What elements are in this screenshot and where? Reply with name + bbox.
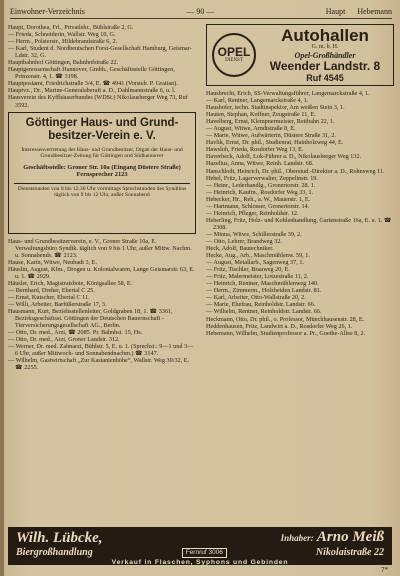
- directory-entry: — Wilhelm, Rentner, Reinholdstr. Landstr. 66.: [206, 308, 322, 316]
- directory-entry: — August, Witwe, Arndtstraße 8, E.: [206, 125, 296, 133]
- grundbesitzer-ad-title-line2: besitzer-Verein e. V.: [48, 129, 156, 142]
- directory-entry: — Karl, Rentner, Langemarckstraße 4, 1.: [206, 97, 309, 105]
- directory-entry: — Herm., Zimmerm., Holzheiden Landstr. 81.: [206, 287, 322, 295]
- right-entries: [206, 90, 394, 337]
- left-column: [8, 24, 196, 371]
- page-footer-mark: 7*: [381, 566, 388, 574]
- directory-entry: — Otto, Dr. med., Arzt, Groner Landstr. 312.: [8, 336, 120, 344]
- directory-entry: — Ernst, Kutscher, Ebertal C 11.: [8, 293, 90, 301]
- right-column: [206, 24, 394, 337]
- header-range-start: Haupt: [325, 7, 346, 16]
- grundbesitzer-ad-hours: Dienststunden von 8 bis 12.30 Uhr vormittags Sprechstunden des Syndikus täglich von 9 bis 12 Uhr, außer Sonnabend: [14, 183, 190, 199]
- luebcke-ad-owner-block: [281, 529, 384, 547]
- directory-entry: Hausbrecht, Erich, SS-Verwaltungsführer, Langemarckstraße 4, 1.: [206, 90, 370, 97]
- directory-entry: — Karl, Student d. Nordbeutschen Forst-Gesellschaft Hamburg, Geismar-Ldstr. 32, G.: [8, 45, 192, 60]
- directory-entry: — August, Metallarb., Sagenweg 37, 1.: [206, 259, 304, 267]
- opel-ad-name: Autohallen: [281, 26, 369, 45]
- opel-logo-subtext: DIENST: [225, 58, 243, 63]
- directory-entry: Hebel, Fritz, Lagerverwalter, Zeppelinstr. 19.: [206, 174, 318, 182]
- directory-entry: Hazelius, Anna, Witwe, Reinh. Landstr. 68.: [206, 160, 314, 168]
- directory-entry: — Marie, Ehefrau, Reinholdstr. Landstr. 66.: [206, 301, 316, 309]
- directory-entry: Hauptpostamt, Friedrichstraße 3/4, E. ☎ 4941 (Vorsteh. P. Gratian).: [8, 80, 178, 88]
- directory-entry: Hauten, Stephan, Koffner, Zeugstraße 11, E.: [206, 111, 316, 119]
- directory-entry: — Fritz, Malermeister, Lotzestraße 11, 2.: [206, 273, 309, 281]
- directory-entry: Hauptgenossenschaft Hannover, Gmbh., Geschäftsstelle Göttingen, Prinzenstr. 4, 1. ☎ 3198.: [8, 66, 175, 81]
- directory-entry: Hawsloh, Frieda, Rosdorfer Weg 13, E.: [206, 146, 304, 154]
- directory-entry: — Heinrich, Kaufm., Rosdorfer Weg 33, 1.: [206, 188, 314, 196]
- directory-entry: Heckmann, Otto, Dr. phil., o. Professor, Münchhausenstr. 28, E.: [206, 315, 365, 323]
- opel-ad-gmbh: G. m. b. H.: [311, 44, 339, 50]
- grundbesitzer-ad-address: Geschäftsstelle: Groner Str. 10a (Eingang Düstere Straße) Fernsprecher 2123: [23, 163, 181, 179]
- luebcke-ad-owner: Arno Meiß: [316, 529, 384, 545]
- directory-entry: — Bernhard, Dreher, Ebertal C 25.: [8, 286, 95, 294]
- page-header: [10, 7, 392, 19]
- luebcke-ad-street: Nikolaistraße 22: [315, 547, 384, 558]
- luebcke-ad-tagline: Verkauf in Flaschen, Syphons und Gebinden: [111, 559, 289, 566]
- directory-entry: Hause, Karin, Witwe, Neubadt 3, E.: [8, 258, 97, 266]
- directory-entry: Hanschlodt, Heinrich, Dr. phil., Oberstud.-Direktor a. D., Rohnsweg 11.: [206, 167, 385, 175]
- directory-entry: Hebecker, Hr., Reh., a. W., Mauerstr. 1, E.: [206, 195, 311, 203]
- luebcke-ad-name-row: [8, 527, 392, 547]
- luebcke-ad-owner-label: Inhaber:: [280, 533, 314, 543]
- directory-entry: Hauptbahnhof Göttingen, Bahnhofstraße 22.: [8, 59, 119, 67]
- directory-entry: Hausmann, Kurt, Beziehsstellenleiter, Goldgraben 18, 1. ☎ 3361, Bezirksgeschäftsst. Göttingen der Deutschen Bauernschaft - Tierversicherungsgesellschaft AG., Berlin.: [8, 308, 173, 330]
- directory-entry: Haushofer, techn. Stadtinspektor, Am weißen Stein 3, 1.: [206, 104, 345, 112]
- directory-entry: — Fritz, Tischler, Brauweg 20, E.: [206, 266, 290, 274]
- directory-entry: Haus- und Grundbesitzerverein, e. V., Groner Straße 10a, E. Verwaltungsbüro Syndik. täglich von 9 bis 1 Uhr, außer Mittw. Nachm. u. Sonnabends. ☎ 2123.: [8, 237, 192, 259]
- luebcke-ad: [8, 527, 392, 565]
- directory-entry: — Minna, Witwe, Schillerstraße 39, 2.: [206, 230, 302, 238]
- directory-entry: — Otto, Lehrer, Brandweg 32.: [206, 237, 282, 245]
- grundbesitzer-ad-title-line1: Göttinger Haus- und Grund-: [25, 116, 179, 129]
- opel-logo: [212, 33, 256, 77]
- directory-entry: — Wilhelm, Gastwirtschaft „Zur Kastanienhöhe“, Wallstr. Weg 30/32, E. ☎ 2255.: [8, 357, 190, 372]
- luebcke-ad-phone: Fernruf 3006: [182, 548, 227, 558]
- directory-entry: Haverbeck, Adolf, Lok-Führer a. D., Nikolausberger Weg 132.: [206, 153, 362, 161]
- opel-ad-subtitle: Opel-Großhändler: [294, 51, 356, 60]
- directory-entry: — Heinr., Lederhandlg., Gronertorstr. 28. 1.: [206, 181, 316, 189]
- directory-entry: — Hartmann, Schlosser, Gronertorstr. 14.: [206, 202, 310, 210]
- directory-entry: Haupt, Dorothea, Frl., Privatlehr., Bühlstraße 2, G.: [8, 24, 134, 31]
- luebcke-ad-name: Wilh. Lübcke,: [16, 529, 103, 546]
- directory-entry: — Herm., Polsterstr., Hildebrandstraße 6, 2.: [8, 38, 118, 46]
- header-page-number: — 90 —: [186, 7, 215, 16]
- directory-entry: — Heinrich, Rentner, Maschmühlenweg 140.: [206, 280, 319, 288]
- directory-entry: Havelberg, Ernst, Klempnermeister, Reitbahn 22, 1.: [206, 118, 335, 126]
- directory-entry: Hauptvz., Dr., Marine-Generalaberaft a. D., Dahlmannstraße 6, u. l.: [8, 87, 176, 95]
- left-entries-bottom: [8, 238, 196, 372]
- opel-autohallen-ad: [206, 24, 394, 86]
- directory-entry: Häuslin, August, Kfm., Drogen u. Kolonialwaren, Lange Geismarstr. 63, E. u. 1. ☎ 2929.: [8, 265, 195, 280]
- directory-entry: — Willi, Arbeiter, Barfüßerstraße 17, 3.: [8, 300, 107, 308]
- directory-entry: Häusler, Erich, Magistratsbote, Königsallee 58, E.: [8, 279, 133, 287]
- header-range: [316, 7, 392, 17]
- grundbesitzer-ad: [8, 112, 196, 234]
- left-entries-top: [8, 24, 196, 109]
- header-section-title: Einwohner-Verzeichnis: [10, 7, 85, 16]
- luebcke-ad-detail-row: [8, 547, 392, 558]
- page-binding-edge: [0, 0, 4, 576]
- directory-entry: Havlik, Ernst, Dr. phil., Studienrat, Hainholzweg 44, E.: [206, 139, 344, 147]
- directory-entry: — Otto, Dr. med., Arzt, ☎ 2085. Pr. Bahnhst. 15, Hs.: [8, 329, 143, 337]
- directory-entry: Heberling, Fritz, Holz- und Kohlenhandlung, Gartenstraße 16a, E. u. 1. ☎ 2308.: [206, 216, 392, 231]
- opel-ad-text: [262, 27, 388, 83]
- directory-entry: — Werner, Dr. med. Zahnarzt, Bühlstr. 5, E. u. 1. (Sprechst.: 9—1 und 3—6 Uhr, außer Mittwoch- und Sonnabendnachm.) ☎ 3147.: [8, 343, 194, 358]
- directory-entry: Hausverein des Kyffhäuserbundes (WDSt.) Nikolausberger Weg 73, Ruf 3592.: [8, 94, 188, 109]
- directory-entry: — Frieda, Schneiderin, Wallstr. Weg 10, G.: [8, 31, 116, 39]
- opel-ad-street: Weender Landstr. 8: [269, 59, 381, 73]
- luebcke-ad-trade: Biergroßhandlung: [16, 547, 93, 558]
- directory-entry: Hecke, Aug., Arb., Maschmühlenw. 59, 1.: [206, 252, 310, 260]
- opel-logo-text: OPEL: [217, 45, 251, 59]
- directory-entry: Hebemann, Wilhelm, Studienprofessor a. Pr., Goethe-Allee 8, 2.: [206, 329, 366, 337]
- header-range-end: Hebemann: [357, 7, 392, 16]
- opel-ad-phone: Ruf 4545: [306, 73, 344, 83]
- directory-entry: — Marie, Witwe, Aufwärterin, Düstere Straße 31, 2.: [206, 132, 336, 140]
- directory-entry: — Heinrich, Pfleger, Reinholdstr. 12.: [206, 209, 299, 217]
- directory-entry: Heck, Adolf, Bautechniker.: [206, 245, 274, 253]
- grundbesitzer-ad-subtitle: Interessenvertretung der Haus- und Grundbesitzer, Organ der Haus- und Grundbesitzer-Zeitung für Göttingen und Südhannover: [21, 146, 183, 160]
- directory-entry: — Karl, Arbeiter, Otto-Wallstraße 20, 2.: [206, 294, 306, 302]
- directory-entry: Heddenhausen, Fritz, Landwirt a. D., Rosdorfer Weg 26, 1.: [206, 322, 353, 330]
